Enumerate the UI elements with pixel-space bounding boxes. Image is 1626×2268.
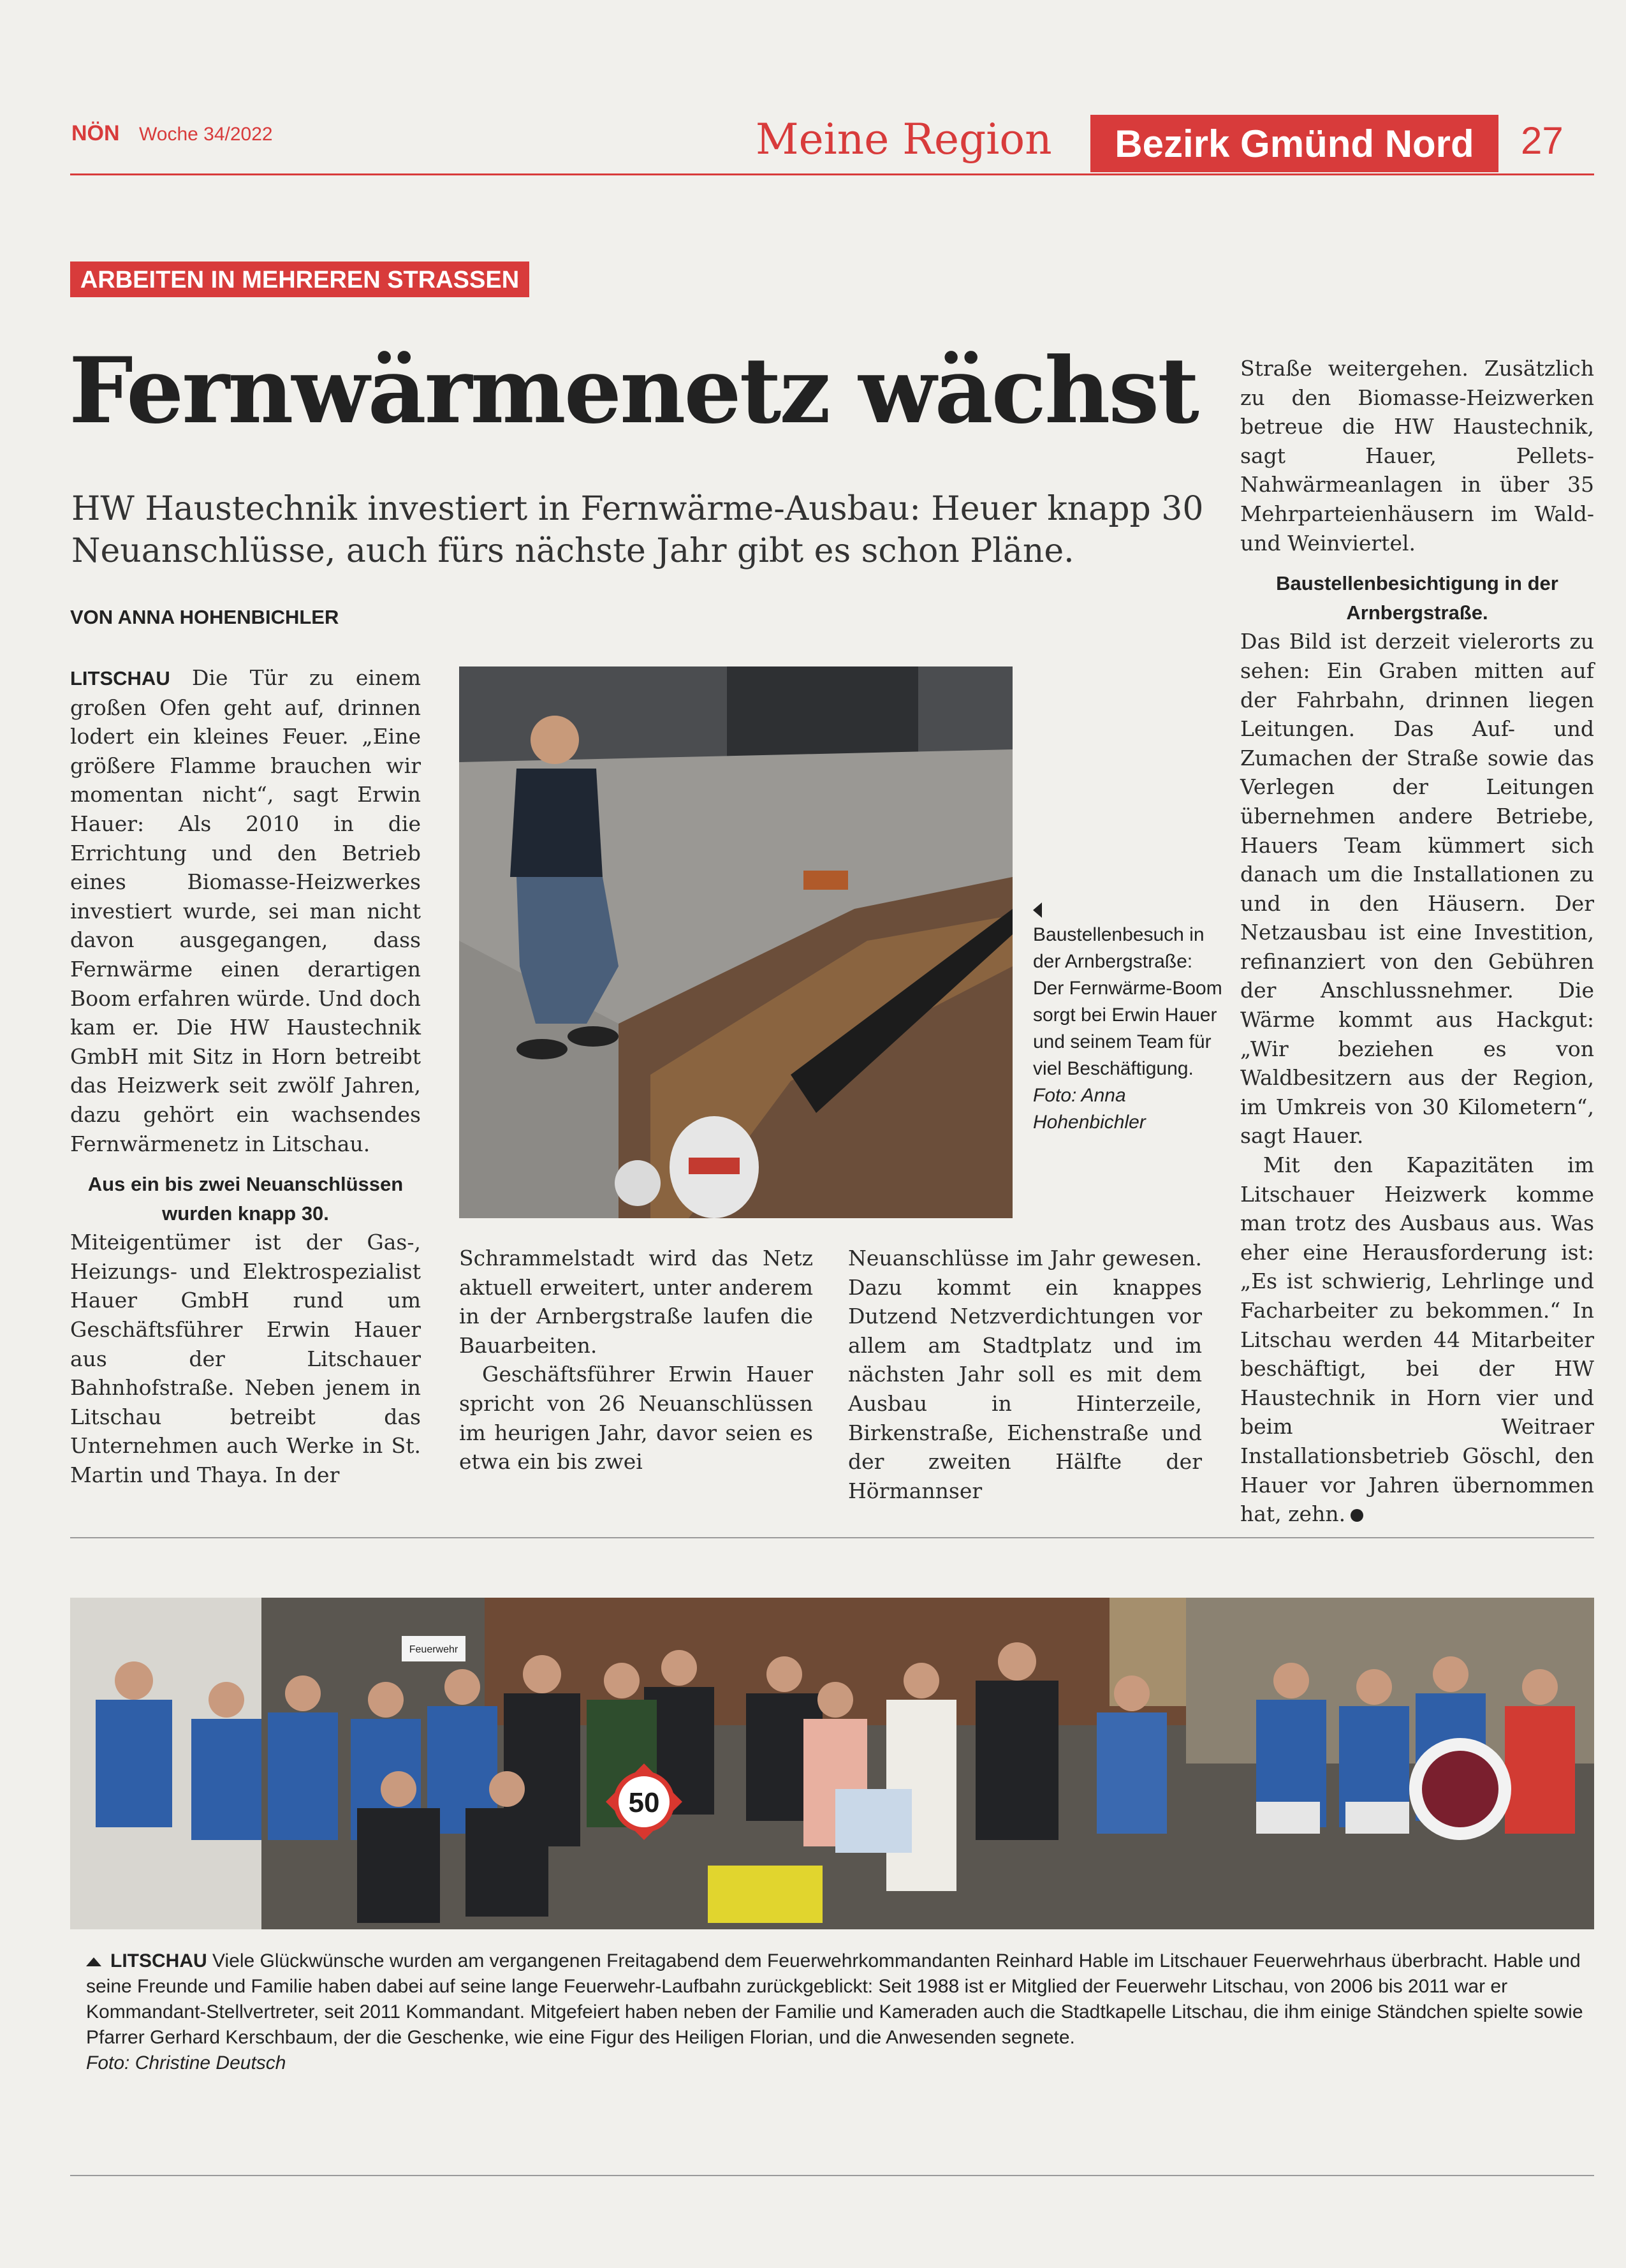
caption-text: Viele Glückwünsche wurden am vergangenen Freitagabend dem Feuerwehrkommandanten Reinhard Hable im Litschauer Feuerwehrhaus überbracht. Hable und seine Freunde und Familie haben dabei auf seine lange Feuerwehr-Laufbahn zurückgeblickt: Seit 1988 ist er Mitglied der Feuerwehr Litschau, von 2006 bis 2011 war er Kommandant-Stellvertreter, seit 2011 Kommandant. Mitgefeiert haben neben der Familie und Kameraden auch die Stadtkapelle Litschau, die ihm einige Ständchen spielte sowie Pfarrer Gerhard Kerschbaum, der die Geschenke, wie eine Figur des Heiligen Florian, und die Anwesenden segnete. xyxy=(86,1950,1583,2048)
article-column-1 xyxy=(70,663,421,1490)
paragraph: Miteigentümer ist der Gas-, Heizungs- und Elektrospezialist Hauer GmbH rund um Geschäftsführer Erwin Hauer aus der Litschauer Bahnhofstraße. Neben jenem in Litschau betreibt das Unternehmen auch Werke in St. Martin und Thaya. In der xyxy=(70,1230,421,1488)
caption-place: LITSCHAU xyxy=(110,1950,207,1971)
paragraph: Die Tür zu einem großen Ofen geht auf, drinnen lodert ein kleines Feuer. „Eine größere Flamme brauchen wir momentan nicht“, sagt Erwin Hauer: Als 2010 in die Errichtung und den Betrieb eines Biomasse-Heizwerkes investiert wurde, sei man nicht davon ausgegangen, dass Fernwärme einen derartigen Boom erfahren würde. Und doch kam er. Die HW Haustechnik GmbH mit Sitz in Horn betreibt das Heizwerk seit zwölf Jahren, dazu gehört ein wachsendes Fernwärmenetz in Litschau. xyxy=(70,665,421,1156)
article-byline: VON ANNA HOHENBICHLER xyxy=(70,606,339,628)
district-banner: Bezirk Gmünd Nord xyxy=(1090,115,1498,172)
caption-pointer-icon xyxy=(1033,902,1042,918)
paragraph: Schrammelstadt wird das Netz aktuell erweitert, unter anderem in der Arnbergstraße laufen die Bauarbeiten. xyxy=(459,1246,813,1358)
construction-photo xyxy=(459,666,1013,1218)
intertitle: Baustellenbesichtigung in der Arnbergstraße. xyxy=(1276,572,1558,624)
photo-credit: Foto: Christine Deutsch xyxy=(86,2052,286,2073)
paragraph: Straße weitergehen. Zusätzlich zu den Biomasse-Heizwerken betreue die HW Haustechnik, sagt Hauer, Pellets-Nahwärmeanlagen in über 35 Mehrparteienhäusern im Wald- und Weinviertel. xyxy=(1240,356,1594,556)
paragraph: Geschäftsführer Erwin Hauer spricht von 26 Neuanschlüssen im heurigen Jahr, davor seien es etwa ein bis zwei xyxy=(459,1362,813,1475)
anniversary-sign-number: 50 xyxy=(628,1787,660,1818)
end-mark-icon xyxy=(1351,1509,1363,1522)
article-subheadline: HW Haustechnik investiert in Fernwärme-Ausbau: Heuer knapp 30 Neuanschlüsse, auch fürs nächste Jahr gibt es schon Pläne. xyxy=(71,490,1204,570)
photo-caption xyxy=(1033,902,1224,1136)
section-title: Meine Region xyxy=(756,115,1052,164)
paragraph: Neuanschlüsse im Jahr gewesen. Dazu kommt ein knappes Dutzend Netzverdichtungen vor allem am Stadtplatz und im nächsten Jahr soll es mit dem Ausbau in Hinterzeile, Birkenstraße, Eichenstraße und der zweiten Hälfte der Hörmannser xyxy=(848,1246,1202,1503)
article-kicker: ARBEITEN IN MEHREREN STRASSEN xyxy=(70,261,529,297)
article-column-3 xyxy=(848,1244,1202,1505)
group-photo xyxy=(70,1598,1594,1929)
intertitle: Aus ein bis zwei Neuanschlüssen wurden knapp 30. xyxy=(87,1173,404,1225)
photo-credit: Foto: Anna Hohenbichler xyxy=(1033,1085,1146,1133)
article-headline: Fernwärmenetz wächst xyxy=(69,338,1198,444)
issue-week: Woche 34/2022 xyxy=(139,124,273,145)
caption-pointer-icon xyxy=(86,1957,101,1966)
page-number: 27 xyxy=(1521,119,1564,162)
article-column-2 xyxy=(459,1244,813,1476)
header-rule xyxy=(70,173,1594,175)
fire-station-sign: Feuerwehr xyxy=(409,1644,458,1655)
brand-logo: NÖN xyxy=(71,121,120,145)
section-divider xyxy=(70,1537,1594,1538)
paragraph: Mit den Kapazitäten im Litschauer Heizwerk komme man trotz des Ausbaus aus. Was eher eine Herausforderung ist: „Es ist schwierig, Lehrlinge und Facharbeiter zu bekommen.“ In Litschau werden 44 Mitarbeiter beschäftigt, bei der HW Haustechnik in Horn vier und beim Weitraer Installationsbetrieb Göschl, den Hauer vor Jahren übernommen hat, zehn. xyxy=(1240,1152,1594,1527)
bottom-divider xyxy=(70,2175,1594,2176)
group-photo-caption xyxy=(86,1948,1588,2076)
caption-text: Baustellenbesuch in der Arnbergstraße: Der Fernwärme-Boom sorgt bei Erwin Hauer und seinem Team für viel Beschäftigung. xyxy=(1033,924,1222,1079)
dateline: LITSCHAU xyxy=(70,667,170,689)
article-column-4 xyxy=(1240,354,1594,1529)
paragraph: Das Bild ist derzeit vielerorts zu sehen: Ein Graben mitten auf der Fahrbahn, drinnen liegen Leitungen. Das Auf- und Zumachen der Straße sowie das Verlegen der Leitungen übernehmen andere Betriebe, Hauers Team kümmert sich danach um die Installationen zu und in den Häusern. Der Netzausbau ist eine Investition, refinanziert von den Gebühren der Anschlussnehmer. Die Wärme kommt aus Hackgut: „Wir beziehen es von Waldbesitzern aus der Region, im Umkreis von 30 Kilometern“, sagt Hauer. xyxy=(1240,629,1594,1149)
